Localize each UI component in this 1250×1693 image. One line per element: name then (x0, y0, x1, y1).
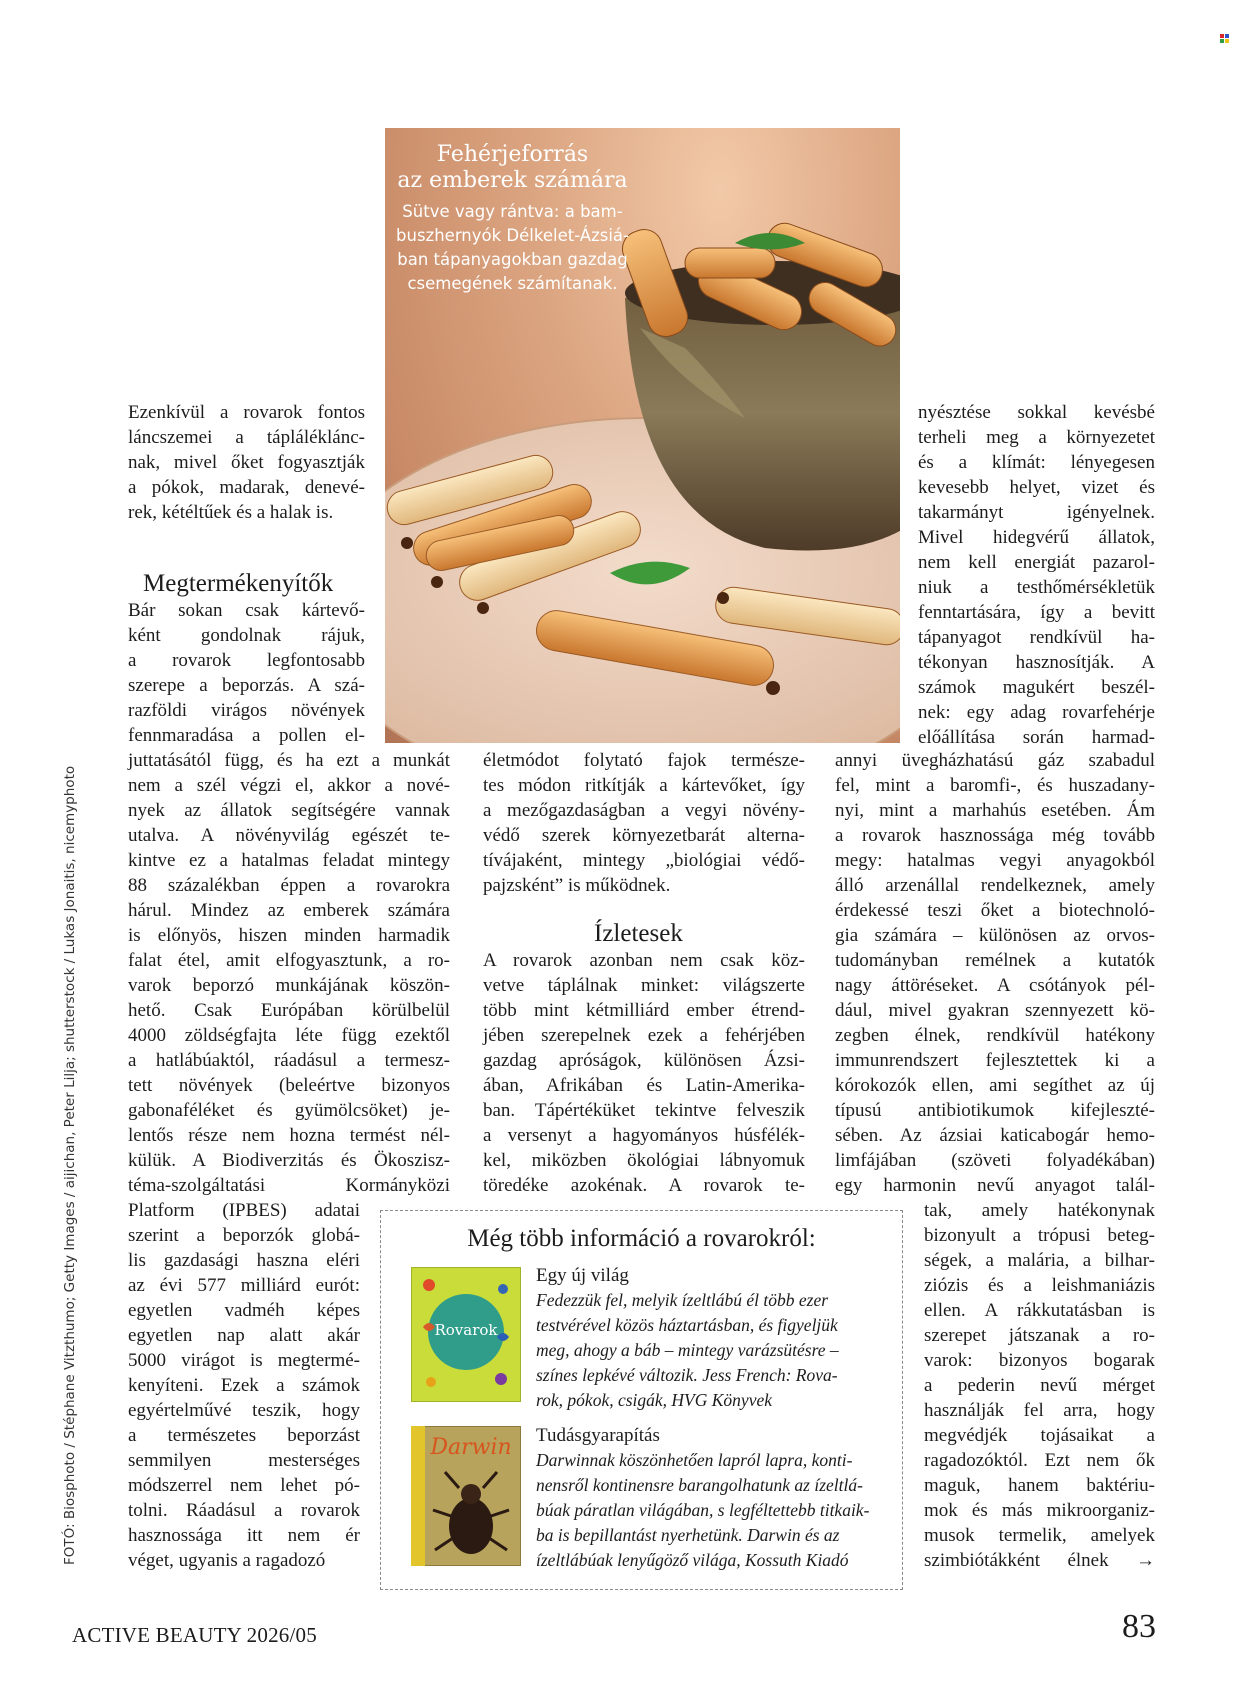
text-line: nagy áttöréseket. A csótányok pél- (835, 975, 1155, 996)
text-line: tápanyagot rendkívül ha- (918, 627, 1155, 648)
text-line: kevesebb helyet, vizet és (918, 477, 1155, 498)
book-cover-title: Rovarok (434, 1321, 498, 1339)
text-line: ellen. A rákkutatásban is (924, 1300, 1155, 1321)
text-line: életmódot folytató fajok természe- (483, 750, 805, 771)
col3-wide-paragraph (835, 748, 1155, 1198)
book-cover-darwin (411, 1426, 521, 1566)
text-line: egyetlen vadméh képes (128, 1300, 360, 1321)
text-line: a versenyt a hagyományos húsfélék- (483, 1125, 805, 1146)
caption-text-line: buszhernyók Délkelet-Ázsiá- (396, 226, 629, 245)
heading-pollinators: Megtermékenyítők (143, 570, 334, 597)
text-line: 4000 zöldségfajta léte függ ezektől (128, 1025, 450, 1046)
text-line: több mint kétmilliárd ember étrend- (483, 1000, 805, 1021)
text-line: ízeltlábúak lenyűgöző világa, Kossuth Kiadó (536, 1550, 849, 1570)
caption-text-line: ban tápanyagokban gazdag (397, 250, 628, 269)
caption-title-line: az emberek számára (397, 168, 628, 193)
text-line: láncszemei a tápláléklánc- (128, 427, 365, 448)
text-line: tak, amely hatékonynak (924, 1200, 1155, 1221)
text-line: maguk, hanem baktériu- (924, 1475, 1155, 1496)
bamboo-worms-photo (385, 128, 900, 743)
text-line: mok és más mikroorganiz- (924, 1500, 1155, 1521)
text-line: nyésztése sokkal kevésbé (918, 402, 1155, 423)
text-line: jében szerepelnek ezek a fehérjében (483, 1025, 805, 1046)
color-registration-mark (1220, 34, 1229, 43)
text-line: töredéke azokénak. A rovarok te- (483, 1175, 805, 1196)
text-line: Bár sokan csak kártevő- (128, 600, 365, 621)
col1-intro-paragraph (128, 400, 365, 525)
col1-body-bottom (128, 1198, 360, 1573)
caption-text-line: Sütve vagy rántva: a bam- (402, 202, 623, 221)
text-line: limfájában (szöveti folyadékában) (835, 1150, 1155, 1171)
text-line: színes lepkévé változik. Jess French: Rova- (536, 1365, 838, 1385)
text-line: ként gondolnak rájuk, (128, 625, 365, 646)
book-cover-title: Darwin (430, 1435, 512, 1460)
text-line: egy harmonin nevű anyagot talál- (835, 1175, 1155, 1196)
text-line: tékonyan hasznosítják. A (918, 652, 1155, 673)
text-line: testvérével közös háztartásban, és figyeljük (536, 1315, 838, 1335)
text-line: Fedezzük fel, melyik ízeltlábú él több ezer (536, 1290, 829, 1310)
text-line: tett növények (beleértve bizonyos (128, 1075, 450, 1096)
text-line: immunrendszert fejlesztettek ki a (835, 1050, 1155, 1071)
text-line: a mezőgazdaságban a vegyi növény- (483, 800, 805, 821)
photo-caption-title (385, 142, 640, 194)
text-line: érdekessé teszi őket a biotechnoló- (835, 900, 1155, 921)
text-line: a rovarok legfontosabb (128, 650, 365, 671)
text-line: zegben élnek, rendkívül hatékony (835, 1025, 1155, 1046)
book-entry-title: Egy új világ (536, 1265, 629, 1286)
text-line: téma-szolgáltatási Kormányközi (128, 1175, 450, 1196)
text-line: megvédjék tojásaikat a (924, 1425, 1155, 1446)
text-line: fel, mint a baromfi-, és huszadany- (835, 775, 1155, 796)
text-line: juttatásától függ, és ha ezt a munkát (128, 750, 450, 771)
text-line: is előnyös, hiszen minden harmadik (128, 925, 450, 946)
col1-body-narrow (128, 598, 365, 748)
book-cover-image (411, 1267, 521, 1402)
text-line: nek: egy adag rovarfehérje (918, 702, 1155, 723)
text-line: előállítása során harmad- (918, 727, 1155, 748)
text-line: nyek az állatok segítségére vannak (128, 800, 450, 821)
text-line: 5000 virágot is megtermé- (128, 1350, 360, 1371)
text-line: utalva. A növényvilág egészét te- (128, 825, 450, 846)
text-line: külük. A Biodiverzitás és Ökoszisz- (128, 1150, 450, 1171)
text-line: kenyíteni. Ezek a számok (128, 1375, 360, 1396)
text-line: ában, Afrikában és Latin-Amerika- (483, 1075, 805, 1096)
text-line: tívájaként, mintegy „biológiai védő- (483, 850, 805, 871)
text-line: nak, mivel őket fogyasztják (128, 452, 365, 473)
text-line: és a klímát: lényegesen (918, 452, 1155, 473)
book-entry-2 (536, 1423, 886, 1573)
text-line: ziózis és a leishmaniázis (924, 1275, 1155, 1296)
text-line: szerepet játszanak a ro- (924, 1325, 1155, 1346)
text-line: Mivel hidegvérű állatok, (918, 527, 1155, 548)
text-line: varok: bizonyos bogarak (924, 1350, 1155, 1371)
text-line: szerepe a beporzás. A szá- (128, 675, 365, 696)
text-line: ba is bepillantást nyerhetünk. Darwin és az (536, 1525, 840, 1545)
text-line: rok, pókok, csigák, HVG Könyvek (536, 1390, 773, 1410)
text-line: tudományban remélnek a kutatók (835, 950, 1155, 971)
text-line: falat étel, amit elfogyasztunk, a ro- (128, 950, 450, 971)
text-line: Darwinnak köszönhetően lapról lapra, konti- (536, 1450, 853, 1470)
text-line: Platform (IPBES) adatai (128, 1200, 360, 1221)
text-line: lis gazdasági haszna eléri (128, 1250, 360, 1271)
book-entry-1 (536, 1263, 886, 1413)
text-line: a rovarok hasznossága még tovább (835, 825, 1155, 846)
text-line: búak páratlan világában, s legféltettebb titkaik- (536, 1500, 870, 1520)
text-line: megy: hatalmas vegyi anyagokból (835, 850, 1155, 871)
text-line: rek, kétéltűek és a halak is. (128, 502, 334, 523)
text-line: meg, ahogy a báb – mintegy varázsütésre – (536, 1340, 839, 1360)
text-line: niuk a testhőmérsékletük (918, 577, 1155, 598)
text-line: tolni. Ráadásul a rovarok (128, 1500, 360, 1521)
text-line: kintve ez a hatalmas feladat mintegy (128, 850, 450, 871)
text-line: típusú antibiotikumok kifejleszté- (835, 1100, 1155, 1121)
text-line: vetve táplálnak minket: világszerte (483, 975, 805, 996)
text-line: egyértelművé teszik, hogy (128, 1400, 360, 1421)
book-cover-image (411, 1426, 521, 1566)
text-line: lentős része nem hozna termést nél- (128, 1125, 450, 1146)
magazine-issue: ACTIVE BEAUTY 2026/05 (72, 1623, 317, 1647)
text-line: gia számára – különösen az orvos- (835, 925, 1155, 946)
book-cover-rovarok (411, 1267, 521, 1402)
text-line: az évi 577 milliárd eurót: (128, 1275, 360, 1296)
text-line: tes módon ritkítják a kártevőket, így (483, 775, 805, 796)
text-line: 88 százalékban éppen a rovarokra (128, 875, 450, 896)
text-line: Ezenkívül a rovarok fontos (128, 402, 365, 423)
book-entry-text (536, 1288, 886, 1413)
text-line: módszerrel nem lehet pó- (128, 1475, 360, 1496)
book-entry-text (536, 1448, 886, 1573)
text-line: pajzsként” is működnek. (483, 875, 671, 896)
text-line: nem a szél végzi el, akkor a nové- (128, 775, 450, 796)
photo-credit: FOTÓ: Biosphoto / Stéphane Vitzthumo; Getty Images / aijichan, Peter Lilja; shutterstock / Lukas Jonaitis, nicemyphoto (62, 765, 78, 1565)
book-entry-title: Tudásgyarapítás (536, 1425, 660, 1446)
text-line: a pederin nevű mérget (924, 1375, 1155, 1396)
text-line: számok magukért beszél- (918, 677, 1155, 698)
text-line: gabonaféléket és gyümölcsöket) je- (128, 1100, 450, 1121)
text-line: fennmaradása a pollen el- (128, 725, 365, 746)
photo-caption-text (385, 200, 640, 296)
text-line: véget, ugyanis a ragadozó (128, 1550, 326, 1571)
text-line: annyi üvegházhatású gáz szabadul (835, 750, 1155, 771)
text-line: szerint a beporzók globá- (128, 1225, 360, 1246)
caption-title-line: Fehérjeforrás (436, 142, 589, 167)
text-line: a hatlábúaktól, ráadásul a termesz- (128, 1050, 450, 1071)
col2-body-paragraph (483, 948, 805, 1198)
text-line: nensről kontinensre barangolhatunk az ízeltlá- (536, 1475, 863, 1495)
text-line: sében. Az ázsiai katicabogár hemo- (835, 1125, 1155, 1146)
text-line: semmilyen mesterséges (128, 1450, 360, 1471)
text-line: hasznossága itt nem ér (128, 1525, 360, 1546)
text-line: hető. Csak Európában körülbelül (128, 1000, 450, 1021)
text-line: nem kell energiát pazarol- (918, 552, 1155, 573)
col1-body-wide (128, 748, 450, 1198)
text-line: egyetlen nap alatt akár (128, 1325, 360, 1346)
text-line: a pókok, madarak, denevé- (128, 477, 365, 498)
more-info-box (380, 1210, 903, 1590)
text-line: takarmányt igényelnek. (918, 502, 1155, 523)
text-line: ségek, a malária, a bilhar- (924, 1250, 1155, 1271)
text-line: razföldi virágos növények (128, 700, 365, 721)
text-line: kel, miközben ökológiai lábnyomuk (483, 1150, 805, 1171)
text-line: a természetes beporzást (128, 1425, 360, 1446)
text-line: hárul. Mindez az emberek számára (128, 900, 450, 921)
text-line: A rovarok azonban nem csak köz- (483, 950, 805, 971)
infobox-title: Még több információ a rovarokról: (467, 1225, 816, 1252)
text-line: szimbiótákként élnek → (924, 1550, 1155, 1571)
text-line: használják fel arra, hogy (924, 1400, 1155, 1421)
heading-tasty: Ízletesek (594, 920, 683, 947)
caption-text-line: csemegének számítanak. (407, 274, 618, 293)
col3-top-paragraph (918, 400, 1155, 750)
text-line: musok termelik, amelyek (924, 1525, 1155, 1546)
text-line: ragadozóktól. Ezt nem ők (924, 1450, 1155, 1471)
text-line: álló arzenállal rendelkeznek, amely (835, 875, 1155, 896)
text-line: kórokozók ellen, ami segíthet az új (835, 1075, 1155, 1096)
text-line: védő szerek környezetbarát alterna- (483, 825, 805, 846)
text-line: fenntartására, így a bevitt (918, 602, 1155, 623)
col3-bottom-paragraph (924, 1198, 1155, 1573)
text-line: nyi, mint a marhahús esetében. Ám (835, 800, 1155, 821)
text-line: gazdag apróságok, különösen Ázsi- (483, 1050, 805, 1071)
page-number: 83 (1122, 1608, 1156, 1645)
text-line: dául, mivel gyakran szennyezett kö- (835, 1000, 1155, 1021)
text-line: varok beporzó munkájának köszön- (128, 975, 450, 996)
col2-top-paragraph (483, 748, 805, 898)
text-line: ban. Tápértéküket tekintve felveszik (483, 1100, 805, 1121)
text-line: bizonyult a trópusi beteg- (924, 1225, 1155, 1246)
text-line: terheli meg a környezetet (918, 427, 1155, 448)
